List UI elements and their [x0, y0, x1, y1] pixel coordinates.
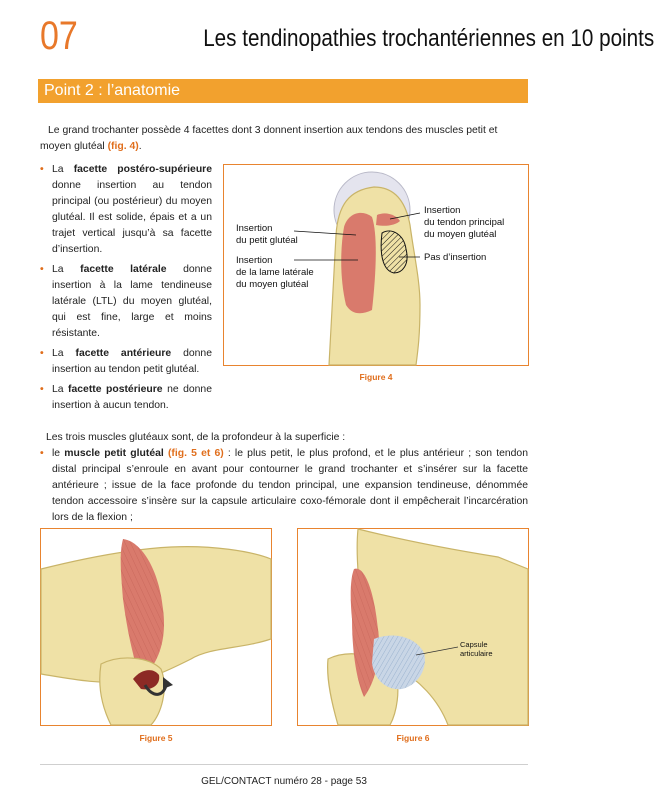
page-title: Les tendinopathies trochantériennes en 10 points	[203, 25, 654, 52]
item-term: facette antérieure	[75, 348, 172, 359]
hip-anterior-view	[298, 529, 528, 725]
item-term: facette postéro-supérieure	[73, 164, 212, 175]
item-figure-ref: (fig. 5 et 6)	[167, 448, 224, 459]
item-text: donne insertion au tendon principal (ou postérieur) du moyen glutéal. Il est solide, épais et a un trajet vertical jusqu’à sa facette d’insertion.	[52, 180, 212, 255]
item-prefix: La	[52, 384, 69, 395]
intro-text: Le grand trochanter possède 4 facettes dont 3 donnent insertion aux tendons des muscles petit et moyen glutéal	[40, 125, 498, 152]
section-header-bar	[38, 79, 528, 103]
label-moyen-line3: du moyen glutéal	[424, 229, 497, 240]
label-moyen-line1: Insertion	[424, 205, 461, 216]
figure-5-caption: Figure 5	[139, 733, 173, 743]
facet-list	[40, 162, 212, 418]
femur-insertion-diagram	[224, 165, 528, 365]
label-petit-line2: du petit glutéal	[236, 235, 298, 246]
footer-divider	[40, 764, 528, 765]
label-ltl-line1: Insertion	[236, 255, 273, 266]
item-text: donne insertion au tendon petit glutéal.	[52, 348, 212, 375]
label-moyen-line2: du tendon principal	[424, 217, 505, 228]
list-item	[40, 446, 528, 526]
intro-paragraph	[40, 123, 530, 155]
label-ltl-line3: du moyen glutéal	[236, 279, 309, 290]
figure-4-illustration	[223, 164, 529, 366]
label-no-insertion: Pas d’insertion	[424, 252, 487, 263]
greater-trochanter	[100, 658, 165, 725]
figure-6-illustration	[297, 528, 529, 726]
item-prefix: le	[52, 448, 65, 459]
page-footer: GEL/CONTACT numéro 28 - page 53	[201, 776, 367, 787]
item-text: : le plus petit, le plus profond, et le plus antérieur ; son tendon distal principal s’enroule en avant pour contourner le grand trochanter et s’insérer sur la facette antérieure ; issue de la face profonde du tendon principal, une expansion tendineuse, dénommée tendon accessoire s’insère sur la capsule articulaire coxo-fémorale dont il empêcherait l’incarcération lors de la flexion ;	[52, 448, 528, 523]
item-text: ne donne insertion à aucun tendon.	[52, 384, 212, 411]
muscles-lead: Les trois muscles glutéaux sont, de la profondeur à la superficie :	[46, 432, 346, 443]
list-item	[40, 382, 212, 414]
petit-gluteal-insertion-area	[341, 213, 376, 313]
label-capsule-line1: Capsule	[460, 640, 488, 649]
intro-figure-ref: (fig. 4)	[107, 141, 139, 152]
item-term: facette latérale	[80, 264, 167, 275]
list-item	[40, 262, 212, 342]
list-item	[40, 346, 212, 378]
item-prefix: La	[52, 264, 81, 275]
item-prefix: La	[52, 164, 74, 175]
figure-5-illustration	[40, 528, 272, 726]
item-prefix: La	[52, 348, 76, 359]
intro-end: .	[138, 141, 142, 152]
item-term: facette postérieure	[68, 384, 163, 395]
label-capsule-line2: articulaire	[460, 649, 493, 658]
item-text: donne insertion à la lame tendineuse latérale (LTL) du moyen glutéal, qui est fine, large et moins résistante.	[52, 264, 212, 339]
muscle-list	[40, 446, 528, 530]
item-term: muscle petit glutéal	[64, 448, 164, 459]
label-petit-line1: Insertion	[236, 223, 273, 234]
figure-4-caption: Figure 4	[359, 372, 393, 382]
arrow-head	[163, 677, 173, 689]
figure-6-caption: Figure 6	[396, 733, 430, 743]
section-title: Point 2 : l’anatomie	[44, 82, 181, 99]
chapter-number: 07	[40, 14, 78, 58]
hip-lateral-view	[41, 529, 271, 725]
list-item	[40, 162, 212, 258]
label-ltl-line2: de la lame latérale	[236, 267, 314, 278]
